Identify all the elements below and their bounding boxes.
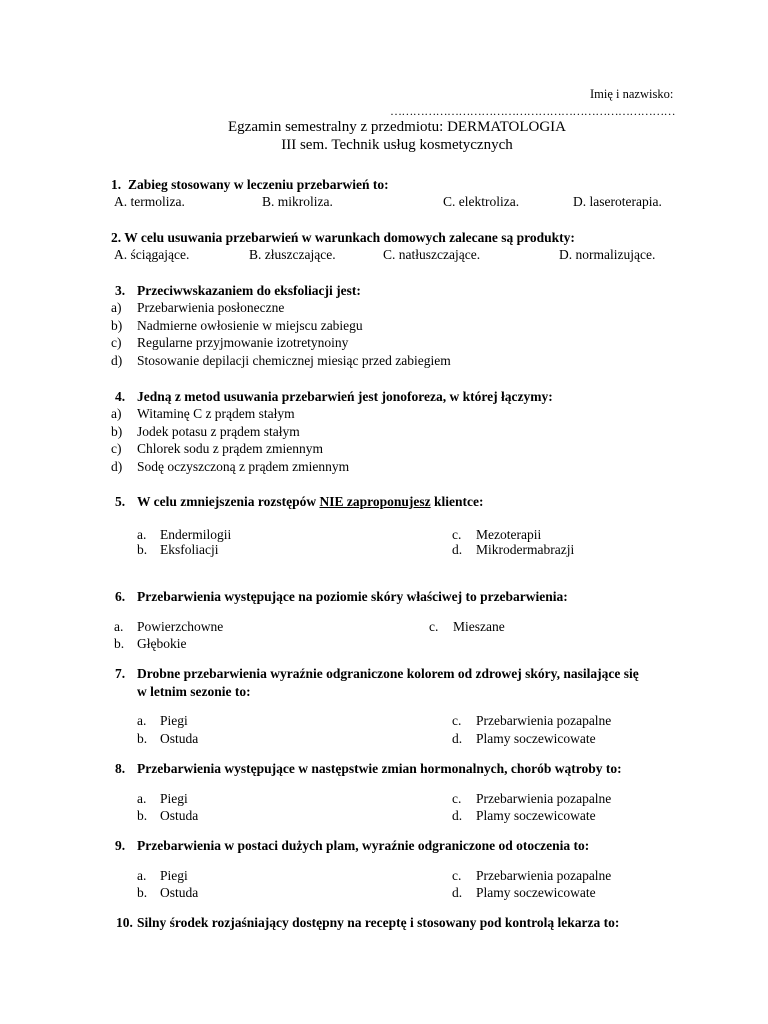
page-subtitle: III sem. Technik usług kosmetycznych	[281, 137, 513, 153]
question-5-option-a: Endermilogii	[160, 527, 232, 542]
question-8-option-d: Plamy soczewicowate	[476, 808, 596, 823]
question-8-letter-b: b.	[137, 808, 148, 823]
question-3-letter-a: a)	[111, 300, 122, 315]
question-9-option-b: Ostuda	[160, 885, 199, 900]
question-5-letter-d: d.	[452, 542, 463, 557]
question-1-option-c: C. elektroliza.	[443, 194, 520, 209]
name-line: …………………………………………………………………	[390, 104, 676, 118]
question-2-option-d: D. normalizujące.	[559, 247, 656, 262]
question-8-option-a: Piegi	[160, 791, 188, 806]
question-10-text: Silny środek rozjaśniający dostępny na receptę i stosowany pod kontrolą lekarza to:	[137, 915, 620, 930]
question-3-letter-c: c)	[111, 335, 122, 350]
question-1-number: 1.	[111, 177, 122, 192]
question-4-letter-b: b)	[111, 424, 123, 439]
question-9-letter-d: d.	[452, 885, 463, 900]
name-label: Imię i nazwisko:	[590, 87, 674, 101]
question-3-number: 3.	[115, 283, 126, 298]
question-3-option-c: Regularne przyjmowanie izotretynoiny	[137, 335, 349, 350]
question-3-text: Przeciwwskazaniem do eksfoliacji jest:	[137, 283, 361, 298]
question-7-letter-d: d.	[452, 731, 463, 746]
question-6-number: 6.	[115, 589, 126, 604]
question-7-option-d: Plamy soczewicowate	[476, 731, 596, 746]
question-2-option-c: C. natłuszczające.	[383, 247, 481, 262]
question-9-option-a: Piegi	[160, 868, 188, 883]
question-3-letter-d: d)	[111, 353, 123, 368]
question-5-text-after: klientce:	[430, 494, 484, 509]
question-5-number: 5.	[115, 494, 126, 509]
question-3-letter-b: b)	[111, 318, 123, 333]
question-9-letter-a: a.	[137, 868, 147, 883]
question-1-option-a: A. termoliza.	[114, 194, 185, 209]
question-9-option-d: Plamy soczewicowate	[476, 885, 596, 900]
question-8-letter-a: a.	[137, 791, 147, 806]
question-4-option-d: Sodę oczyszczoną z prądem zmiennym	[137, 459, 350, 474]
question-5-text-before: W celu zmniejszenia rozstępów	[137, 494, 320, 509]
question-7-option-b: Ostuda	[160, 731, 199, 746]
question-3-option-d: Stosowanie depilacji chemicznej miesiąc przed zabiegiem	[137, 353, 451, 368]
question-8-text: Przebarwienia występujące w następstwie zmian hormonalnych, chorób wątroby to:	[137, 761, 622, 776]
question-3-option-b: Nadmierne owłosienie w miejscu zabiegu	[137, 318, 363, 333]
question-8-option-b: Ostuda	[160, 808, 199, 823]
question-7-letter-b: b.	[137, 731, 148, 746]
question-2-option-a: A. ściągające.	[114, 247, 190, 262]
question-6-option-c: Mieszane	[453, 619, 505, 634]
question-4-option-a: Witaminę C z prądem stałym	[137, 406, 295, 421]
question-5-option-b: Eksfoliacji	[160, 542, 219, 557]
question-5-option-c: Mezoterapii	[476, 527, 542, 542]
question-3-option-a: Przebarwienia posłoneczne	[137, 300, 285, 315]
question-9-option-c: Przebarwienia pozapalne	[476, 868, 612, 883]
question-7-option-a: Piegi	[160, 713, 188, 728]
question-2-option-b: B. złuszczające.	[249, 247, 336, 262]
question-8-letter-c: c.	[452, 791, 462, 806]
question-4-letter-c: c)	[111, 441, 122, 456]
question-5-option-d: Mikrodermabrazji	[476, 542, 575, 557]
page-title: Egzamin semestralny z przedmiotu: DERMATOLOGIA	[228, 119, 566, 135]
question-6-text: Przebarwienia występujące na poziomie skóry właściwej to przebarwienia:	[137, 589, 568, 604]
question-7-text-line2: w letnim sezonie to:	[137, 684, 251, 699]
question-4-number: 4.	[115, 389, 126, 404]
question-4-option-b: Jodek potasu z prądem stałym	[137, 424, 300, 439]
question-7-number: 7.	[115, 666, 126, 681]
question-7-letter-a: a.	[137, 713, 147, 728]
question-4-letter-a: a)	[111, 406, 122, 421]
question-4-letter-d: d)	[111, 459, 123, 474]
question-2-text: 2. W celu usuwania przebarwień w warunkach domowych zalecane są produkty:	[111, 230, 575, 245]
question-4-option-c: Chlorek sodu z prądem zmiennym	[137, 441, 323, 456]
question-7-option-c: Przebarwienia pozapalne	[476, 713, 612, 728]
question-9-letter-b: b.	[137, 885, 148, 900]
question-5-text-emphasis: NIE zaproponujesz	[319, 494, 431, 509]
question-10-number: 10.	[116, 915, 133, 930]
question-5-letter-a: a.	[137, 527, 147, 542]
question-6-option-b: Głębokie	[137, 636, 187, 651]
question-5-text	[137, 493, 483, 510]
question-6-option-a: Powierzchowne	[137, 619, 224, 634]
question-5-letter-b: b.	[137, 542, 148, 557]
question-6-letter-a: a.	[114, 619, 124, 634]
question-1-option-d: D. laseroterapia.	[573, 194, 662, 209]
question-1-option-b: B. mikroliza.	[262, 194, 333, 209]
question-9-letter-c: c.	[452, 868, 462, 883]
question-7-text-line1: Drobne przebarwienia wyraźnie odgraniczone kolorem od zdrowej skóry, nasilające się	[137, 666, 639, 681]
question-6-letter-b: b.	[114, 636, 125, 651]
question-9-text: Przebarwienia w postaci dużych plam, wyraźnie odgraniczone od otoczenia to:	[137, 838, 590, 853]
question-4-text: Jedną z metod usuwania przebarwień jest jonoforeza, w której łączymy:	[137, 389, 553, 404]
question-5-letter-c: c.	[452, 527, 462, 542]
question-1-text: Zabieg stosowany w leczeniu przebarwień to:	[128, 177, 389, 192]
question-8-option-c: Przebarwienia pozapalne	[476, 791, 612, 806]
question-8-number: 8.	[115, 761, 126, 776]
question-8-letter-d: d.	[452, 808, 463, 823]
question-7-letter-c: c.	[452, 713, 462, 728]
question-9-number: 9.	[115, 838, 126, 853]
question-6-letter-c: c.	[429, 619, 439, 634]
